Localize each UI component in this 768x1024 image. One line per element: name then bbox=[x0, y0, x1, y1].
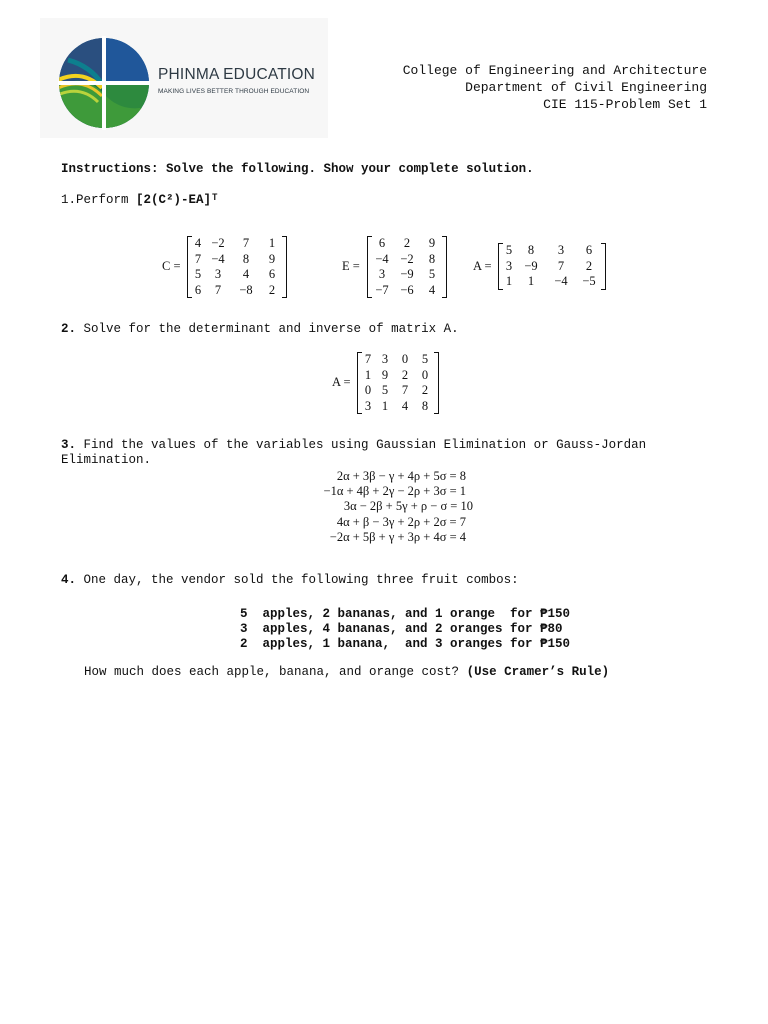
matrix-cell: 3 bbox=[557, 243, 565, 258]
matrix-cell: 2 bbox=[421, 383, 429, 398]
matrix-a2 bbox=[357, 352, 439, 414]
matrix-cell: 0 bbox=[364, 383, 372, 398]
equation: 3α − 2β + 5γ + ρ − σ = 10 bbox=[343, 499, 473, 513]
problem-1-prefix: Perform bbox=[76, 193, 137, 207]
matrix-e bbox=[367, 236, 447, 298]
problem-1-number: 1. bbox=[61, 193, 77, 207]
matrix-cell: 0 bbox=[421, 367, 429, 382]
matrix-cell: 7 bbox=[401, 383, 409, 398]
matrix-cell: −4 bbox=[554, 274, 568, 289]
matrix-cell: 8 bbox=[428, 251, 436, 266]
matrix-cell: 5 bbox=[194, 267, 202, 282]
matrix-cell: −4 bbox=[375, 251, 389, 266]
matrix-cell: 2 bbox=[585, 258, 593, 273]
phinma-logo-icon bbox=[58, 36, 150, 130]
fruit-combo: 2 apples, 1 banana, and 3 oranges for ₱150 bbox=[240, 637, 571, 651]
matrix-cell: 7 bbox=[214, 282, 222, 297]
matrix-cell: 7 bbox=[557, 258, 565, 273]
matrix-cell: −4 bbox=[211, 251, 225, 266]
matrix-cell: 8 bbox=[527, 243, 535, 258]
problem-1 bbox=[61, 193, 219, 207]
course-title: CIE 115-Problem Set 1 bbox=[543, 97, 707, 112]
matrix-c-label: C = bbox=[162, 259, 181, 273]
matrix-cell: 1 bbox=[505, 274, 513, 289]
matrix-cell: 2 bbox=[403, 236, 411, 251]
matrix-cell: 4 bbox=[242, 267, 250, 282]
matrix-cell: −6 bbox=[400, 282, 414, 297]
matrix-cell: 3 bbox=[505, 258, 513, 273]
matrix-cell: 5 bbox=[381, 383, 389, 398]
question-method: (Use Cramer’s Rule) bbox=[466, 665, 610, 679]
matrix-cell: 3 bbox=[381, 352, 389, 367]
problem-3-number: 3. bbox=[61, 438, 77, 452]
problem-4-question bbox=[84, 665, 609, 679]
equation: 4α + β − 3γ + 2ρ + 2σ = 7 bbox=[336, 515, 466, 529]
problem-4-text: One day, the vendor sold the following three fruit combos: bbox=[76, 573, 519, 587]
equation: −1α + 4β + 2γ − 2ρ + 3σ = 1 bbox=[323, 484, 466, 498]
matrix-cell: 7 bbox=[364, 352, 372, 367]
matrix-cell: 9 bbox=[381, 367, 389, 382]
matrix-cell: 6 bbox=[268, 267, 276, 282]
matrix-cell: 1 bbox=[268, 236, 276, 251]
matrix-cell: 6 bbox=[194, 282, 202, 297]
matrix-cell: −2 bbox=[400, 251, 414, 266]
department-name: Department of Civil Engineering bbox=[465, 80, 707, 95]
problem-2-number: 2. bbox=[61, 322, 77, 336]
college-name: College of Engineering and Architecture bbox=[402, 63, 707, 78]
matrix-cell: 5 bbox=[505, 243, 513, 258]
matrix-cell: 4 bbox=[194, 236, 202, 251]
matrix-cell: 1 bbox=[527, 274, 535, 289]
fruit-combo: 5 apples, 2 bananas, and 1 orange for ₱150 bbox=[240, 607, 571, 621]
question-text: How much does each apple, banana, and orange cost? bbox=[84, 665, 467, 679]
matrix-cell: 0 bbox=[401, 352, 409, 367]
brand-name: PHINMA EDUCATION bbox=[158, 66, 316, 83]
matrix-cell: −7 bbox=[375, 282, 389, 297]
problem-1-expression: [2(C²)-EA]ᵀ bbox=[136, 193, 219, 207]
matrix-cell: −9 bbox=[400, 267, 414, 282]
problem-4-number: 4. bbox=[61, 573, 77, 587]
matrix-a2-label: A = bbox=[332, 375, 351, 389]
matrix-cell: 8 bbox=[242, 251, 250, 266]
instructions: Instructions: Solve the following. Show your complete solution. bbox=[61, 162, 534, 176]
matrix-cell: −5 bbox=[582, 274, 596, 289]
matrix-cell: 8 bbox=[421, 398, 429, 413]
problem-2-text: Solve for the determinant and inverse of matrix A. bbox=[76, 322, 459, 336]
matrix-cell: 6 bbox=[585, 243, 593, 258]
problem-4 bbox=[61, 573, 519, 587]
matrix-c bbox=[187, 236, 287, 298]
problem-3 bbox=[61, 438, 646, 452]
matrix-a bbox=[498, 243, 606, 290]
matrix-cell: 7 bbox=[242, 236, 250, 251]
matrix-a-label: A = bbox=[473, 259, 492, 273]
matrix-cell: 2 bbox=[401, 367, 409, 382]
matrix-cell: −8 bbox=[239, 282, 253, 297]
problem-2 bbox=[61, 322, 459, 336]
matrix-cell: 6 bbox=[378, 236, 386, 251]
matrix-cell: 3 bbox=[378, 267, 386, 282]
equation: −2α + 5β + γ + 3ρ + 4σ = 4 bbox=[329, 530, 466, 544]
matrix-cell: 7 bbox=[194, 251, 202, 266]
matrix-cell: 4 bbox=[428, 282, 436, 297]
matrix-cell: 2 bbox=[268, 282, 276, 297]
problem-3-text-cont: Elimination. bbox=[61, 453, 152, 467]
brand-tagline: MAKING LIVES BETTER THROUGH EDUCATION bbox=[158, 88, 310, 95]
fruit-combo: 3 apples, 4 bananas, and 2 oranges for ₱80 bbox=[240, 622, 563, 636]
matrix-cell: 1 bbox=[364, 367, 372, 382]
matrix-cell: 4 bbox=[401, 398, 409, 413]
logo-area bbox=[40, 18, 328, 138]
matrix-cell: 9 bbox=[268, 251, 276, 266]
matrix-cell: −2 bbox=[211, 236, 225, 251]
matrix-cell: 3 bbox=[214, 267, 222, 282]
matrix-cell: 3 bbox=[364, 398, 372, 413]
equation: 2α + 3β − γ + 4ρ + 5σ = 8 bbox=[336, 469, 466, 483]
matrix-cell: 1 bbox=[381, 398, 389, 413]
matrix-cell: −9 bbox=[524, 258, 538, 273]
matrix-cell: 5 bbox=[421, 352, 429, 367]
matrix-e-label: E = bbox=[342, 259, 360, 273]
matrix-cell: 5 bbox=[428, 267, 436, 282]
matrix-cell: 9 bbox=[428, 236, 436, 251]
problem-3-text: Find the values of the variables using Gaussian Elimination or Gauss-Jordan bbox=[76, 438, 647, 452]
